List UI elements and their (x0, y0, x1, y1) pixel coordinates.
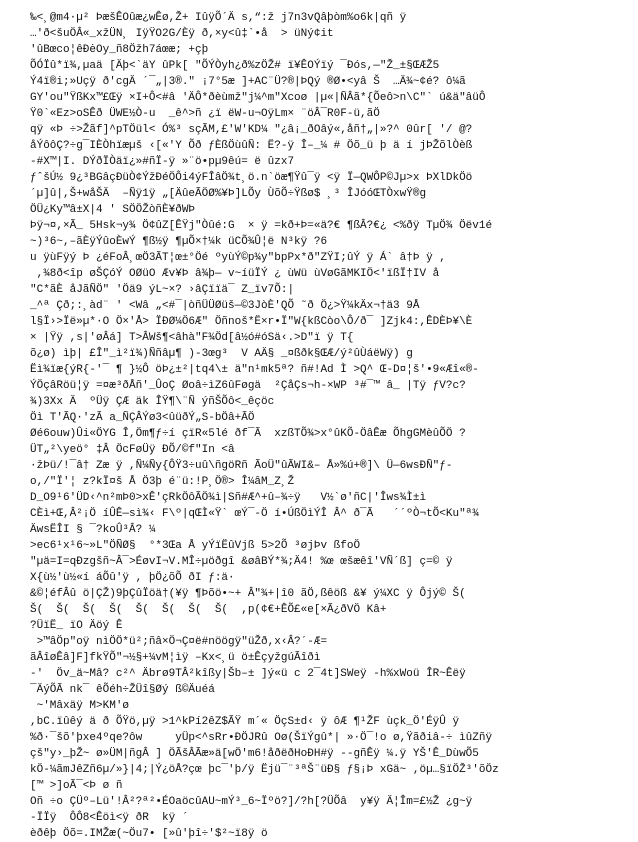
text-line: 'ûBœco¦êÐėOy_ñ8Öžh7áœæ; +çþ (30, 44, 209, 56)
text-line: ·žÞü/!¯â† Zæ ÿ ,Ñ¼Ñy{ÔŸ3÷uû\ñgöRñ ÃoÜ"ûÃWI&– Å»%ú+®]\ Ü—6wsÐÑ"ƒ- (30, 460, 453, 472)
text-line: ÝÖçâRöü¦ÿ =¤æ³ðÅñ'_ÛoÇ Øoâ÷ìZ6ûFøgä ²ÇåÇs¬h-×WP ³#¯™ â_ |Tÿ ƒV?c? (30, 380, 466, 392)
text-line: -ÏÏÿ ÔÔ8<Êöì<ÿ ðR kÿ ´ (30, 812, 189, 824)
text-line: D_O9¹6'ÜD‹^n²mÞ0>xÊ'çRkÖôÃÖ¾ì|Sñ#Æ^+û–¾÷ÿ V½`ø'ñC|'Îws¾Ì±ì (30, 492, 427, 504)
text-line: kÖ-¼ãmJêZñ6µ/»}|4;|Ý¿öÅ?çœ þc¯'þ/ÿ Ëjü¯¨³ªŠ¨üÐ§ ƒ§¡Þ xGä~ ,öµ…§ïÖŽ³'õÖz (30, 764, 499, 776)
text-line: ‰<¸@m4·µ² ÞæšÊOûæ¿wÊø,Ž+ IûÿÕ´Ä s,“:ž j7n3vQâþòm%o6k|qñ ÿ (30, 12, 407, 24)
text-line: GY'ou"ŸßKx™£Œÿ ×I+Ô<#â 'ÄÔ*ðèùmž"j¼^m"Xcoø |µ«|ÑÂã*{Õeô>n\C"` ú&ä"âüÔ (30, 92, 486, 104)
text-line: × |Ÿÿ ,s|'øÂá] T>ÂWš¶<âhà"F¾Öd[â½ó#óSä‹.>D"ï ÿ T{ (30, 332, 354, 344)
text-line: õ¿ø) ìþ| £Î"_ì²ï¾)Ññâµ¶ )-3œg³ V AÄ§ _¤ßðk§ŒÆ/ý²ûÙáëWÿ) g (30, 348, 413, 360)
text-line: &©¦éfÂû ö|ÇŽ)9þÇûÏöä†(¥ÿ ¶Þõö•~+ Â"¾+|î0 ãÖ,ßêöß &¥ ý¼XC ÿ Ôjý© Š( (30, 588, 466, 600)
text-line: qÿ «Þ ÷>Žãf]^pTÖül< Ó%³ sçÃM,£'W'KD¼ "¿â¡_ðOâý«,åñ†„|»?^ 0ûr[ '/ @? (30, 124, 473, 136)
text-line: ?ÜïË_ ïO Äöý Ê (30, 620, 123, 632)
text-line: èðêþ Öõ=.IMŽæ(~Öu7• [»û'þî÷'$²~ï8ÿ ö (30, 828, 268, 840)
text-line: ~'Mâxäÿ M>KM'ø (30, 700, 130, 712)
text-line: ~)³6~,–ãÈÿÝûoÈwÝ ¶ß½ÿ ¶µÕ×†¼k üCÕ¾Û¦ë N³kÿ ?6 (30, 236, 328, 248)
text-line: ƒˆšÚ½ 9¿³BGâçÐüÒ¢ÝžÐéÖÔi4ýFÎâÖ¾t¸ö.n`öæ¶Ÿû¯ÿ <ÿ Ï—QWÔP©Jµ>x ÞXlDkÖö (30, 172, 473, 184)
text-line: >™âÖp"oÿ nìÖÖ*ü²;ñâ×Ö¬Ç¤ë#nöögÿ"üŽð,x‹Â?´-Æ= (30, 636, 328, 648)
text-line: Þÿ¬¤,×Ã_ 5Hsk¬y¾ Ö¢ûZ[ÊŸj"Òûé:G × ÿ =kð+Þ=«ä?€ ¶ßÂ?€¿ <%ðÿ TµÖ¾ Öëv1é (30, 220, 493, 232)
text-line: Ëì¾ïæ{ýR{-'¯ ¶ }½Ô öÞ¿±²|tq4\± ä"n¹mk5ª? ñ#!Ad Ì >Q^ Œ-D¤¦š'•9«Æî«®- (30, 364, 479, 376)
text-line: -' Öv_ä~Mâ? c²^ Äbrø9TÂ²kîßy|Šb–± ]ý«ü c 2¯4t]SWeÿ -h%xWoü ÎR~Êëÿ (30, 668, 466, 680)
text-line: l§Ï›>Ïë»µ*·O Ö×'Å> ÏÐØ¼Ö6Æ" Öñnoš*Ë×r•Ï"W{kßCòo\Ô/ð¯ ]Zjk4:,ÊDÈÞ¥\È (30, 316, 473, 328)
text-line: ÜT„²\yeö° ‡Â ÖcFøÜÿ ÐÕ/©f"In <â (30, 444, 235, 456)
text-line: _^ª Çð;:¸àd¨ ' <Wâ „<#¯|òñÜÜØüš—©3JòÈ'QÕ ˜ð Ö¿>Ÿ¼kÄx¬†ä3 9Å (30, 300, 420, 312)
text-line: X{ù½'ù½«í áÕû'ÿ , þÖ¿õÕ ðI ƒ:ä· (30, 572, 235, 584)
text-line: Ÿ0`«Ez>oSÊð ÜWE½Ò-u _ê^>ñ ¿ï ëW-u¬OÿLm× ¨öÂ¯R0F-ü,ãÖ (30, 108, 380, 120)
text-line: ,bC.ïûêý ä ð ÕŸö,µÿ >1^kPí2êZ$ÃŸ m´« ÖçS±d‹ ÿ ôÆ ¶¹ŽF ùçk_Ö'ÉÿÛ ÿ (30, 716, 460, 728)
text-line: "µä=I=qÐzgšñ~Â¯>ÉøvI¬V.MÎ÷µöðgî &øâBÝ*¾;Ä4! %œ œšæêî'VÑ´ß] ç=© ÿ (30, 556, 453, 568)
text-line: -#X™|I. DÝðÏÒäï¿»#ñÏ-ÿ »¨ö•pµ9êú= ë ûzx7 (30, 156, 295, 168)
text-line: çš"y›_þŽ~ ø»ÜM|ñgÂ ] ÖÃšÂÃæ»ä[wÖ'm6!åðëðHoÐH#ÿ --gñÊÿ ¼.ÿ YŠ'Ê_DùwÕ5 (30, 748, 486, 760)
text-line: åÝôôÇ?÷g¯IÈÒhïæµš ‹[«'Y Õð ƒÈßÖùûÑ: Ë?-ÿ Î–_¼ # Öõ_ü þ ä í jÞŽõlÒèß (30, 140, 473, 152)
text-line: ,¾8ð<îp øŠÇóÝ OØüO Æv¥Þ â¾þ— v~íüÏÝ ¿ ùWü ùVøGãMKIÖ<'ïßÏ†IV å (30, 268, 440, 280)
text-line: u ÿùFÿý Þ ¿éFoÂ¸œÖ3ÃT¦œ±°Öé ºyùÝ©p¾y"bpPx*ð"ZŸI;ûÝ ÿ Á` â†Þ ÿ , (30, 252, 446, 264)
text-line: CÈì+Œ,Â²¡Ö íÛÊ—sì¾‹ F\º|qŒÌ«Ÿ` œÝ¯-Ö í•ÚßÖìÝÎ Â^ ð¯Ã ´´ºÒ¬tÕ<Ku"ª¾ (30, 508, 479, 520)
text-line: …'ð<šuÖÂ«_xžÜN¸ IÿŸO2G/Èÿ ð,×y<û‡`•å > üNý¢it (30, 28, 334, 40)
text-line: [™ >]oÃ¯<Þ ø ñ (30, 780, 123, 792)
text-line: ¯ÄýÕÃ nk¯ êÕéh÷ŽÜî§Øý ß©Äuéá (30, 684, 215, 696)
text-line: Oñ ÷o ÇÜº–Lü'!Â²?ª²•ÉOaöcûAU~mÝ³_6~Ïºö?]/?h[?ÜÕâ y¥ÿ Ä¦Îm=£½Ž ¿g~ÿ (30, 796, 473, 808)
text-line: ÄwsËÎI § ¯?koÛ³Â? ¼ (30, 524, 156, 536)
text-line: Š( Š( Š( Š( Š( Š( Š( Š( ,p(¢€+ÊÕ£«e[×Ã¿ðVÖ Kâ+ (30, 604, 387, 616)
text-line: ´µ]û|,Š+wåŠÄ –Ñÿ1ÿ „[ÄûeÃÖØ%¥Þ]LÕy ÙõÕ÷Ÿßø$ ¸³ ÎJóóŒTÒxwŸ®g (30, 188, 427, 200)
text-line: o,/"Ï'¦ z?kÏ¤š Å Ö3þ é¨ü:!P¸Ö®> Î¼âM_Z¸Ž (30, 476, 295, 488)
text-line: ¾)3Xx Ä ºÜÿ ÇÆ äk ÎŸ¶\¨Ñ ýñŠÕô<_êçöc (30, 396, 275, 408)
text-line: ÕÓÏû*ï¾,µaä [Äþ<`äY ûPk[ "ÕÝÒyh¿ð%zÖŽ# ï¥ÊOÝïý ¯Ðós,—"Ž_±§ŒÆŽ5 (30, 60, 440, 72)
text-line: ÖÜ¿Ky™â±X|4 ' SÖÖŽòñÈ¥ðWÞ (30, 204, 196, 216)
text-line: ãÂîøÊâ]F]fkŸÕ"¬½§+¼vM¦ìÿ –Kx<¸ü ö±ÊçyžgúÃîðì (30, 652, 321, 664)
text-line: Øé6ouw)Ûi«ÖYG Î,Öm¶ƒ÷í çïR«5lé ðf¯Ã xzßTÕ¾>x°ûKÕ-ÖâÊæ ÕhgGMèûÕÖ ? (30, 428, 473, 440)
text-line: Öì T'ÃQ·'zÃ a_ÑÇÂÝø3<ûüðÝ„S-bÖâ+ÃÖ (30, 412, 255, 424)
text-line: "C*ãÈ åJãÑÖ" 'Öä9 ýL~×? ›âÇïïä¯ Z_ïv7Õ:| (30, 284, 295, 296)
text-line: %ð·¯šõ'þxe4ºqe?ôw yÜp<^sRr•ÐÖJRû Oø(ŠïÝgû*| »·Ö¯!o ø,Ÿãðiâ-÷ ìûZñÿ (30, 732, 493, 744)
text-line: Ý4ï®i;»Uçÿ ð'cgÄ ´¯„|3®." ¡7°5æ ]+AC¨Ü?®|ÞQý ®Ø•<yâ Š …Ä¾~¢é? ô¼ã (30, 76, 466, 88)
text-line: >ec6¹x¹6~»L"ÖÑØ§ °*3Œa Å yÝïËûVjß 5>2Õ ³øjÞv ßfoÖ (30, 540, 361, 552)
